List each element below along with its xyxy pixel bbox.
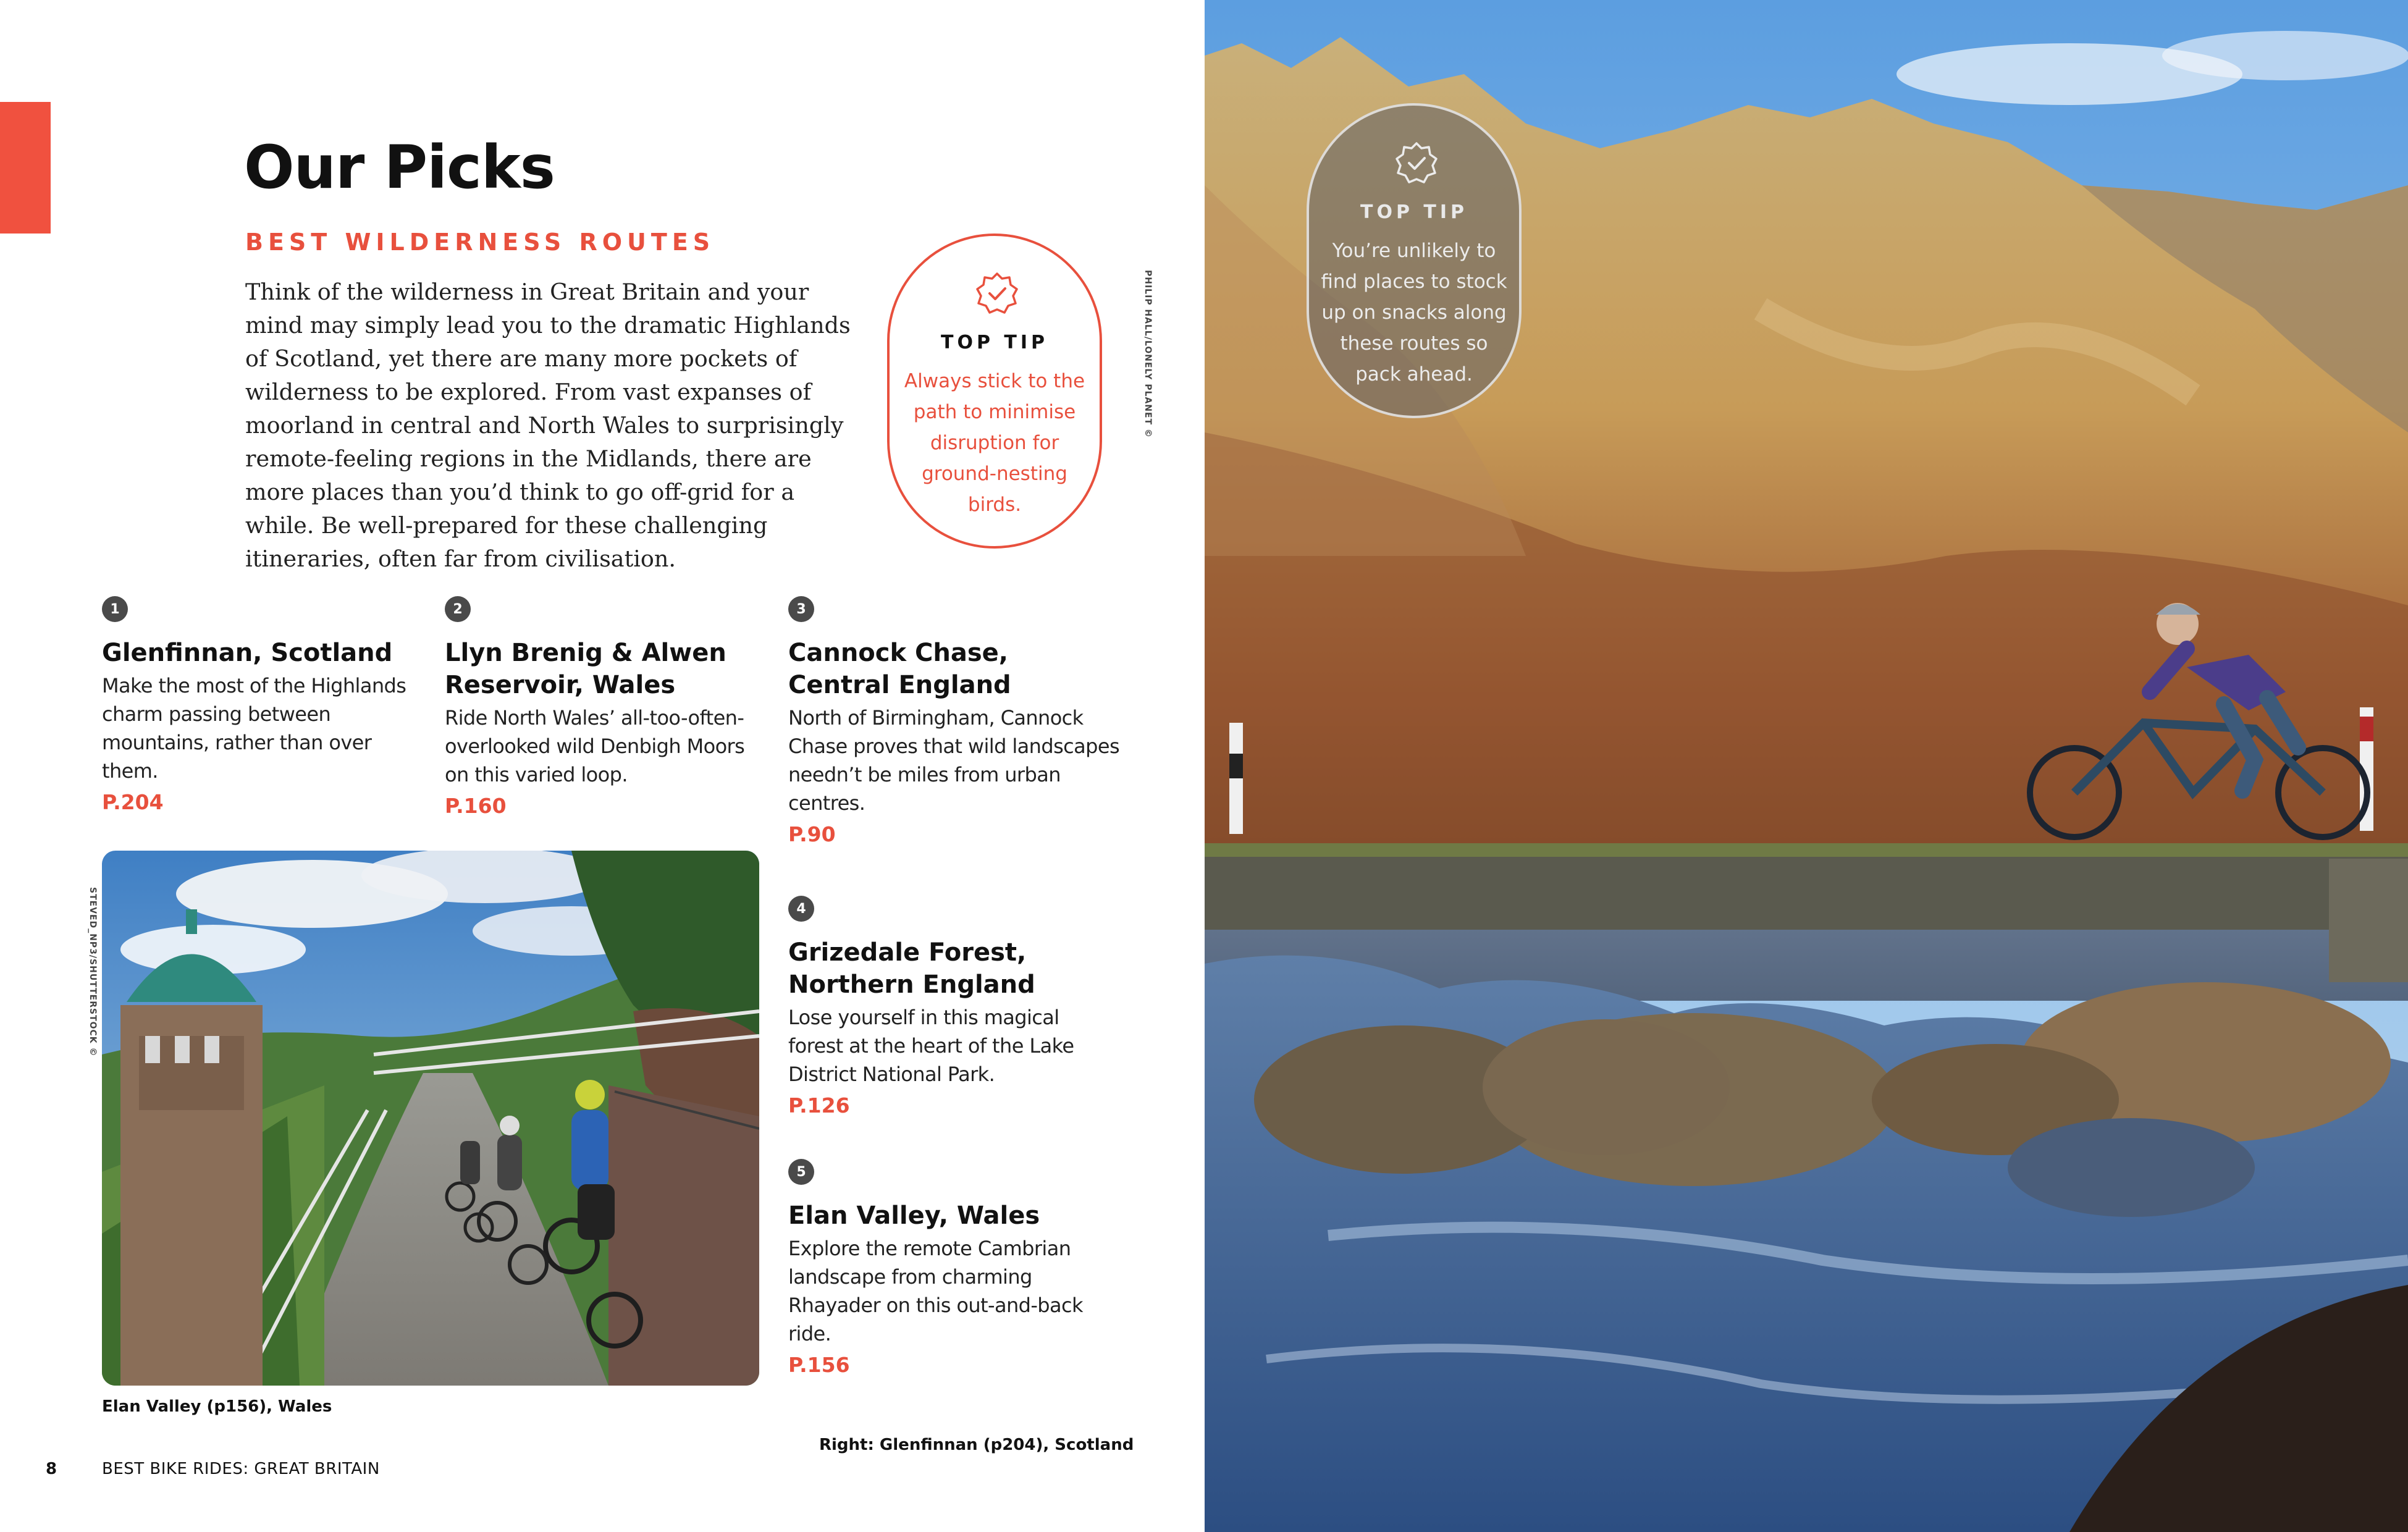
intro-paragraph: Think of the wilderness in Great Britain and your mind may simply lead you to the dramatic Highlands of Scotland, yet there are many more pockets of wilderness to be explored. From vast expanses of moorland in central and North Wales to surprisingly remote-feeling regions in the Midlands, there are more places than you’d think to go off-grid for a while. Be well-prepared for these challenging itineraries, often far from civilisation.	[245, 279, 851, 572]
pick-description: North of Birmingham, Cannock Chase proves that wild landscapes needn’t be miles from urban centres.	[788, 706, 1120, 815]
pick-number-badge: 5	[788, 1159, 814, 1185]
pick-title: Grizedale Forest, Northern England	[788, 938, 1035, 999]
pick-item	[445, 596, 760, 818]
photo-credit-right: PHILIP HALL/LONELY PLANET ©	[1143, 270, 1153, 439]
pick-description: Lose yourself in this magical forest at the heart of the Lake District National Park.	[788, 1006, 1074, 1086]
pick-page-link[interactable]: P.126	[788, 1093, 850, 1117]
badge-check-icon	[1392, 140, 1441, 189]
top-tip-badge	[887, 234, 1102, 549]
pick-description: Explore the remote Cambrian landscape from charming Rhayader on this out-and-back ride.	[788, 1237, 1083, 1345]
elan-valley-photo	[102, 851, 759, 1386]
top-tip-text: You’re unlikely to find places to stock up on snacks along these routes so pack ahead.	[1321, 240, 1507, 385]
pick-description: Make the most of the Highlands charm passing between mountains, rather than over them.	[102, 674, 406, 783]
pick-title: Llyn Brenig & Alwen Reservoir, Wales	[445, 639, 726, 699]
pick-page-link[interactable]: P.90	[788, 822, 836, 846]
pick-title: Glenfinnan, Scotland	[102, 639, 393, 667]
elan-valley-illustration	[102, 851, 759, 1386]
pick-page-link[interactable]: P.156	[788, 1353, 850, 1377]
pick-page-link[interactable]: P.160	[445, 794, 507, 818]
photo-caption-small: Elan Valley (p156), Wales	[102, 1397, 332, 1416]
pick-title: Elan Valley, Wales	[788, 1202, 1040, 1230]
page-number: 8	[46, 1460, 57, 1478]
pick-title: Cannock Chase, Central England	[788, 639, 1011, 699]
top-tip-heading: TOP TIP	[940, 332, 1048, 353]
photo-caption-right: Right: Glenfinnan (p204), Scotland	[819, 1436, 1134, 1454]
pick-number-badge: 3	[788, 596, 814, 622]
pick-item	[788, 896, 1109, 1117]
pick-number-badge: 2	[445, 596, 471, 622]
photo-credit-small: STEVED_NP3/SHUTTERSTOCK ©	[88, 887, 98, 1057]
page-title: Our Picks	[244, 133, 555, 202]
pick-item	[788, 1159, 1109, 1377]
top-tip-heading: TOP TIP	[1360, 201, 1468, 223]
pick-number-badge: 4	[788, 896, 814, 922]
pick-item	[102, 596, 423, 814]
badge-check-icon	[972, 270, 1022, 319]
top-tip-badge-overlay	[1307, 103, 1522, 418]
running-title: BEST BIKE RIDES: GREAT BRITAIN	[102, 1460, 380, 1478]
pick-number-badge: 1	[102, 596, 128, 622]
pick-description: Ride North Wales’ all-too-often-overlooked wild Denbigh Moors on this varied loop.	[445, 706, 745, 786]
pick-item	[788, 596, 1122, 846]
section-accent-tab	[0, 102, 51, 234]
pick-page-link[interactable]: P.204	[102, 790, 164, 814]
section-label: BEST WILDERNESS ROUTES	[245, 229, 715, 256]
top-tip-text: Always stick to the path to minimise disruption for ground-nesting birds.	[904, 370, 1085, 516]
